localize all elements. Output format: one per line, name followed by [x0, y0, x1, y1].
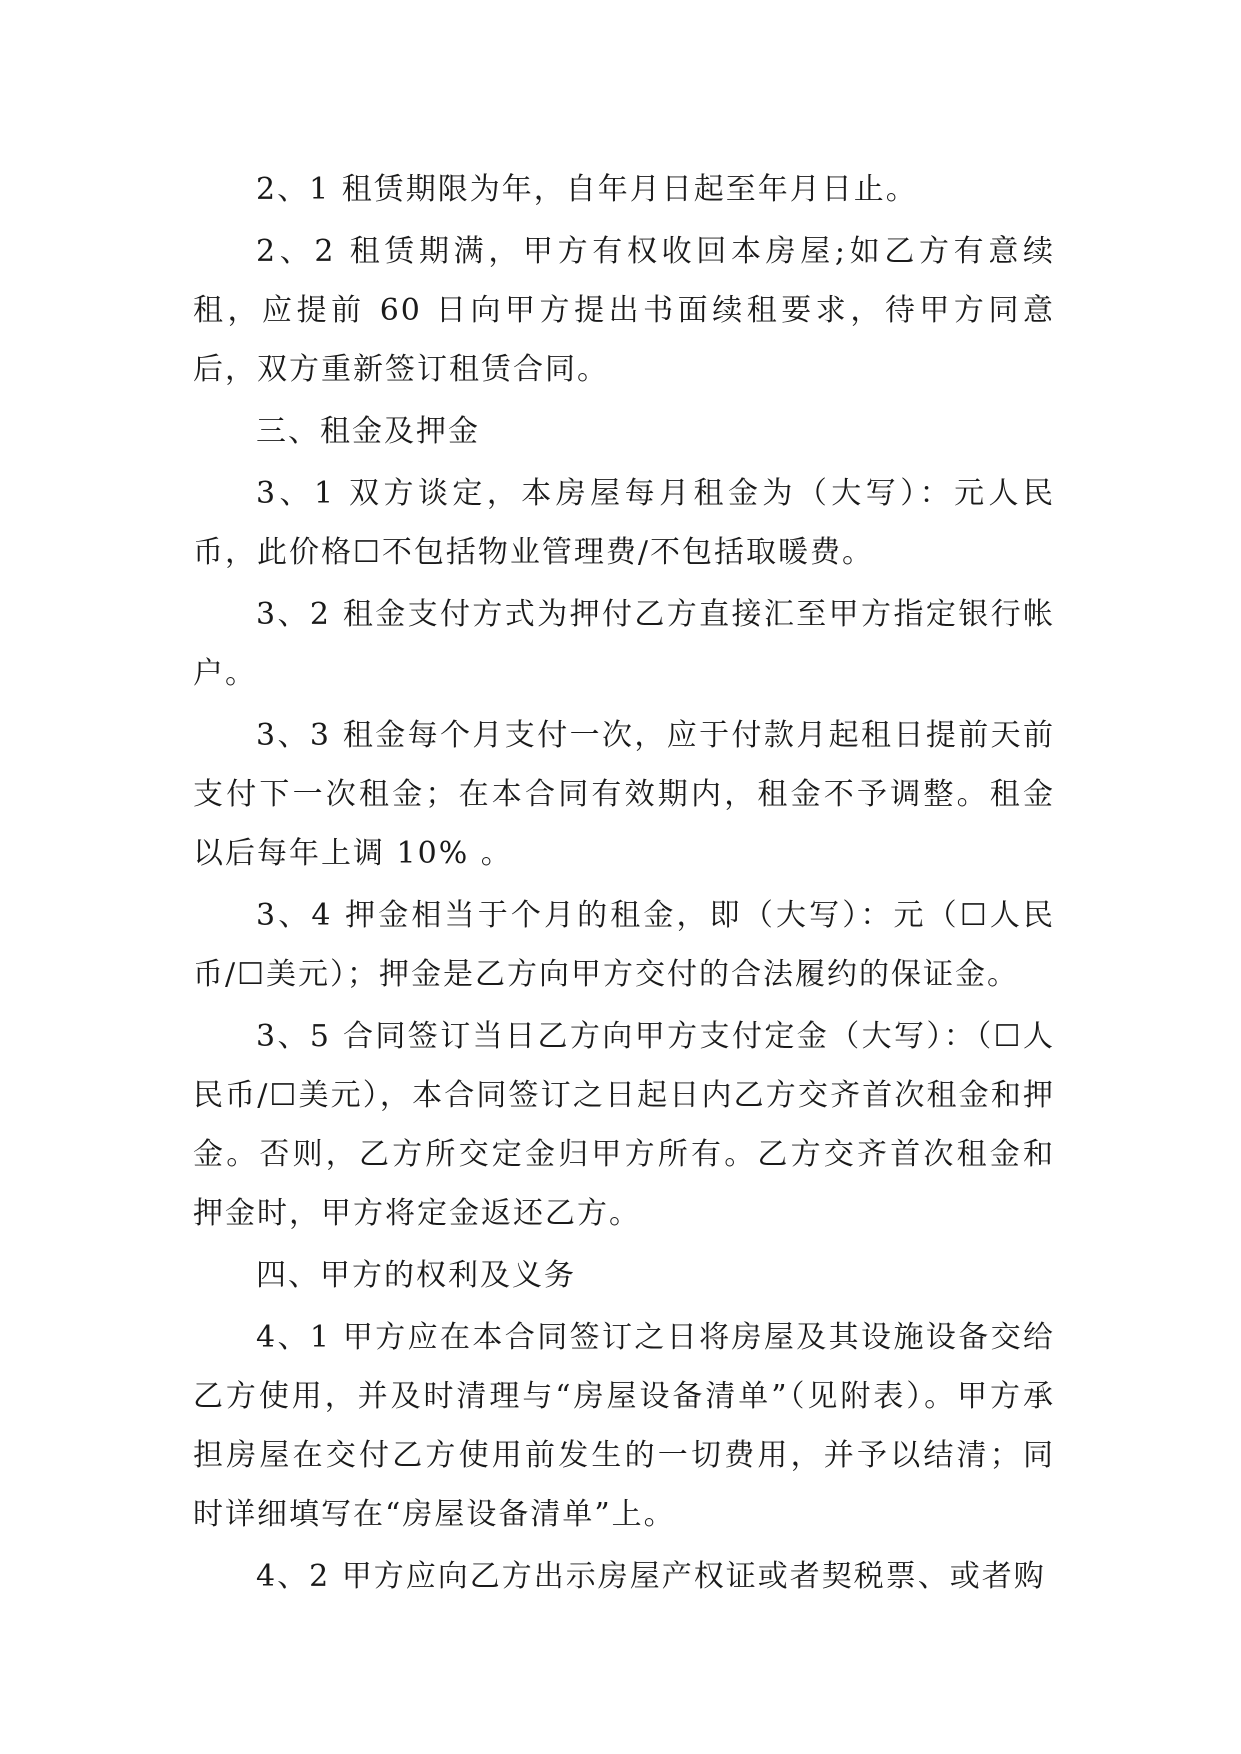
document-body	[193, 160, 1055, 1609]
clause-2-2: 2、2 租赁期满，甲方有权收回本房屋;如乙方有意续租，应提前 60 日向甲方提出书面续租要求，待甲方同意后，双方重新签订租赁合同。	[193, 234, 1055, 387]
clause-3-4: 3、4 押金相当于个月的租金，即（大写）：元（☐人民币/☐美元）；押金是乙方向甲方交付的合法履约的保证金。	[193, 898, 1055, 992]
clause-3-5: 3、5 合同签订当日乙方向甲方支付定金（大写）：（☐人民币/☐美元），本合同签订之日起日内乙方交齐首次租金和押金。否则，乙方所交定金归甲方所有。乙方交齐首次租金和押金时，甲方将定金返还乙方。	[193, 1019, 1055, 1231]
clause-4-2: 4、2 甲方应向乙方出示房屋产权证或者契税票、或者购	[256, 1559, 1046, 1594]
clause-3-3: 3、3 租金每个月支付一次，应于付款月起租日提前天前支付下一次租金；在本合同有效期内，租金不予调整。租金以后每年上调 10% 。	[193, 718, 1055, 871]
clause-2-1: 2、1 租赁期限为年，自年月日起至年月日止。	[256, 172, 918, 207]
section-heading-rent-deposit: 三、租金及押金	[256, 414, 480, 449]
clause-3-2: 3、2 租金支付方式为押付乙方直接汇至甲方指定银行帐户。	[193, 597, 1055, 691]
clause-4-1: 4、1 甲方应在本合同签订之日将房屋及其设施设备交给乙方使用，并及时清理与“房屋设备清单”（见附表）。甲方承担房屋在交付乙方使用前发生的一切费用，并予以结清；同时详细填写在“房屋设备清单”上。	[193, 1320, 1055, 1532]
clause-3-1: 3、1 双方谈定，本房屋每月租金为（大写）：元人民币，此价格☐不包括物业管理费/不包括取暖费。	[193, 476, 1055, 570]
section-heading-party-a-rights: 四、甲方的权利及义务	[256, 1258, 576, 1293]
